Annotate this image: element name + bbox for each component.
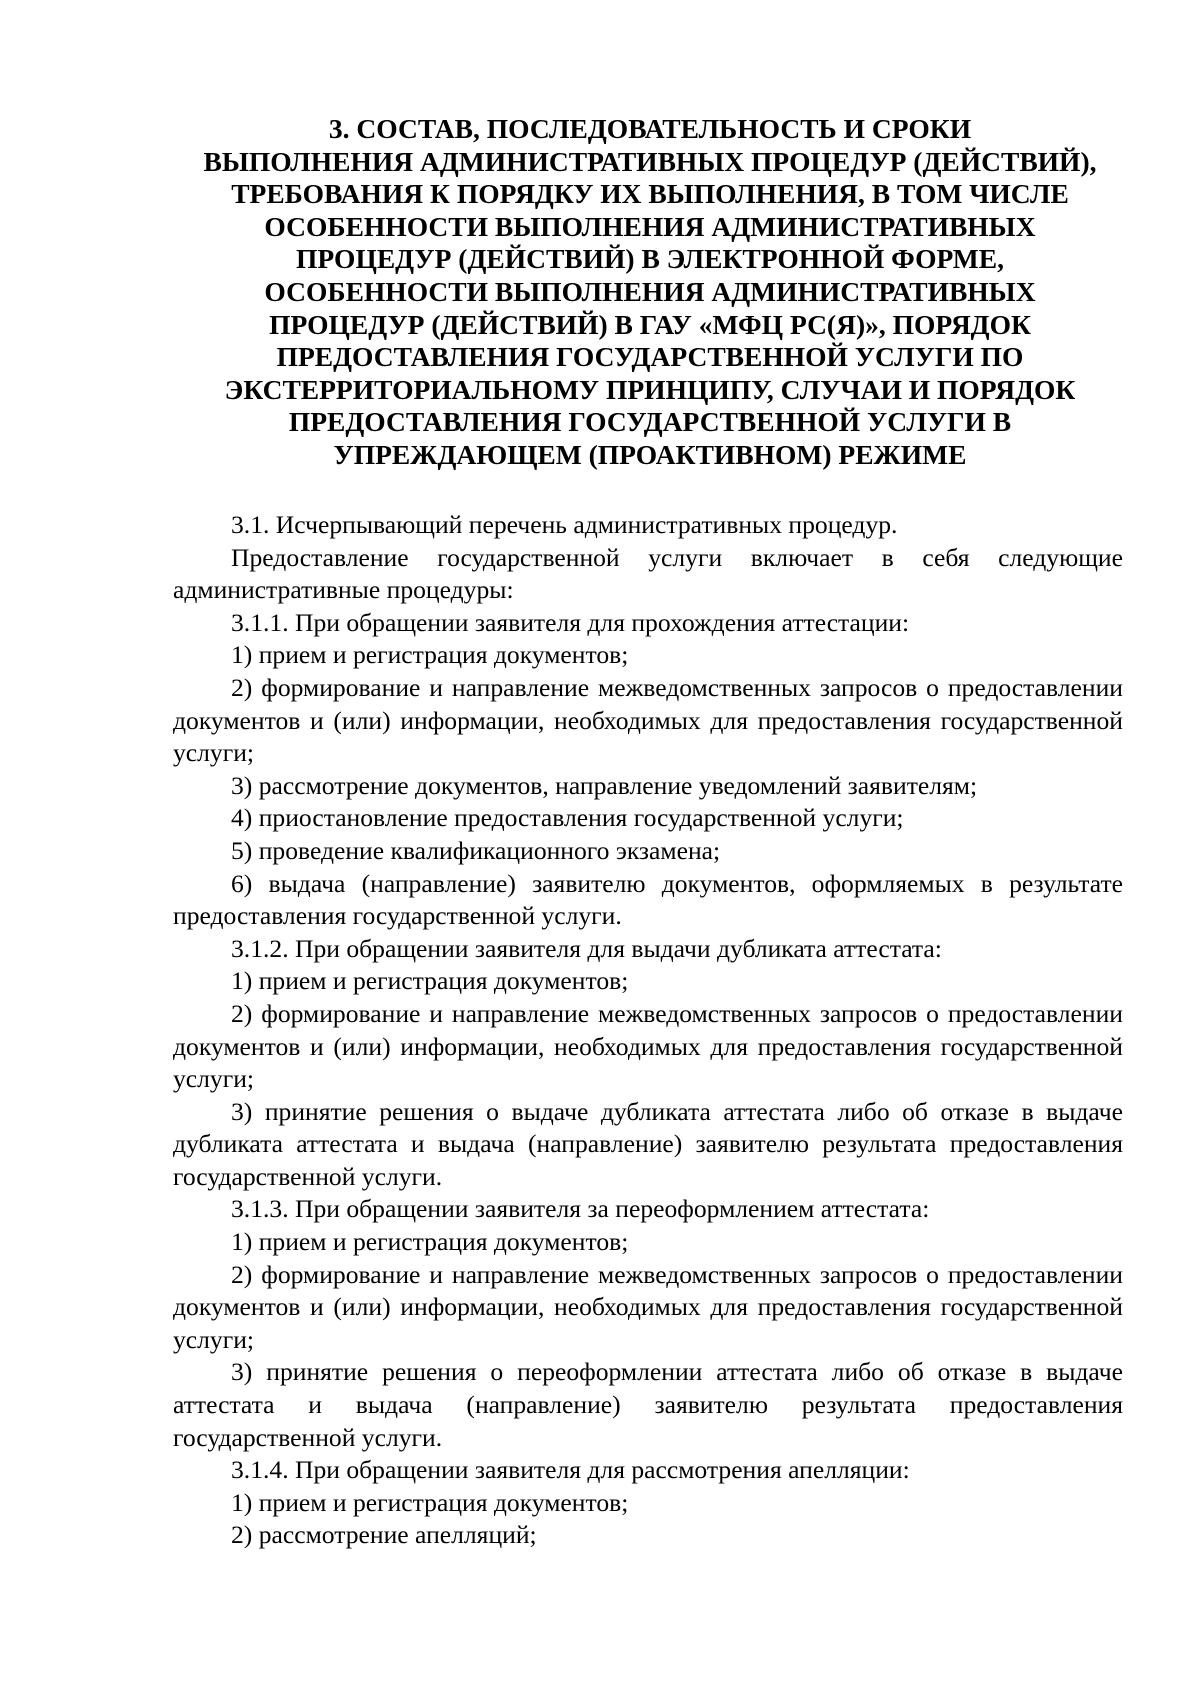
paragraph: 3) рассмотрение документов, направление уведомлений заявителям; <box>231 770 978 800</box>
heading-line: ЭКСТЕРРИТОРИАЛЬНОМУ ПРИНЦИПУ, СЛУЧАИ И ПОРЯДОК <box>224 373 1076 405</box>
heading-line: ТРЕБОВАНИЯ К ПОРЯДКУ ИХ ВЫПОЛНЕНИЯ, В ТОМ ЧИСЛЕ <box>231 178 1069 210</box>
heading-line: ПРЕДОСТАВЛЕНИЯ ГОСУДАРСТВЕННОЙ УСЛУГИ В <box>288 406 1012 438</box>
paragraph: 3.1.1. При обращении заявителя для прохождения аттестации: <box>231 607 910 637</box>
heading-line: ПРЕДОСТАВЛЕНИЯ ГОСУДАРСТВЕННОЙ УСЛУГИ ПО <box>276 341 1024 373</box>
paragraph: 2) рассмотрение апелляций; <box>231 1520 537 1550</box>
paragraph: 5) проведение квалификационного экзамена; <box>231 835 721 865</box>
paragraph: 3.1.2. При обращении заявителя для выдачи дубликата аттестата: <box>231 933 942 963</box>
document-body <box>173 509 1123 1552</box>
heading-line: ПРОЦЕДУР (ДЕЙСТВИЙ) В ЭЛЕКТРОННОЙ ФОРМЕ, <box>296 243 1004 275</box>
paragraph: 2) формирование и направление межведомственных запросов о предоставлении документов и (или) информации, необходимых для предоставления государственной услуги; <box>173 998 1123 1094</box>
heading-line: ОСОБЕННОСТИ ВЫПОЛНЕНИЯ АДМИНИСТРАТИВНЫХ <box>264 275 1036 307</box>
paragraph: 1) прием и регистрация документов; <box>231 1227 629 1257</box>
paragraph: 3) принятие решения о переоформлении аттестата либо об отказе в выдаче аттестата и выдача (направление) заявителю результата предоставления государственной услуги. <box>173 1357 1123 1452</box>
paragraph: 1) прием и регистрация документов; <box>231 966 629 996</box>
heading-line: ОСОБЕННОСТИ ВЫПОЛНЕНИЯ АДМИНИСТРАТИВНЫХ <box>264 210 1036 242</box>
paragraph: 1) прием и регистрация документов; <box>231 640 629 670</box>
heading-line: УПРЕЖДАЮЩЕМ (ПРОАКТИВНОМ) РЕЖИМЕ <box>333 438 967 470</box>
heading-line: 3. СОСТАВ, ПОСЛЕДОВАТЕЛЬНОСТЬ И СРОКИ <box>328 113 972 144</box>
paragraph: Предоставление государственной услуги включает в себя следующие административные процедуры: <box>173 542 1123 605</box>
paragraph: 3) принятие решения о выдаче дубликата аттестата либо об отказе в выдаче дубликата аттестата и выдача (направление) заявителю результата предоставления государственной услуги. <box>173 1096 1123 1191</box>
paragraph: 2) формирование и направление межведомственных запросов о предоставлении документов и (или) информации, необходимых для предоставления государственной услуги; <box>173 1259 1123 1354</box>
paragraph: 2) формирование и направление межведомственных запросов о предоставлении документов и (или) информации, необходимых для предоставления государственной услуги; <box>173 672 1123 768</box>
heading-line: ВЫПОЛНЕНИЯ АДМИНИСТРАТИВНЫХ ПРОЦЕДУР (ДЕЙСТВИЙ), <box>203 145 1097 177</box>
paragraph: 3.1.3. При обращении заявителя за переоформлением аттестата: <box>231 1194 930 1224</box>
paragraph: 3.1.4. При обращении заявителя для рассмотрения апелляции: <box>231 1455 910 1485</box>
section-heading <box>175 113 1125 472</box>
paragraph: 4) приостановление предоставления государственной услуги; <box>231 803 904 833</box>
paragraph: 3.1. Исчерпывающий перечень административных процедур. <box>231 510 898 539</box>
paragraph: 1) прием и регистрация документов; <box>231 1487 629 1517</box>
paragraph: 6) выдача (направление) заявителю документов, оформляемых в результате предоставления государственной услуги. <box>173 868 1123 931</box>
heading-line: ПРОЦЕДУР (ДЕЙСТВИЙ) В ГАУ «МФЦ РС(Я)», ПОРЯДОК <box>269 308 1031 340</box>
